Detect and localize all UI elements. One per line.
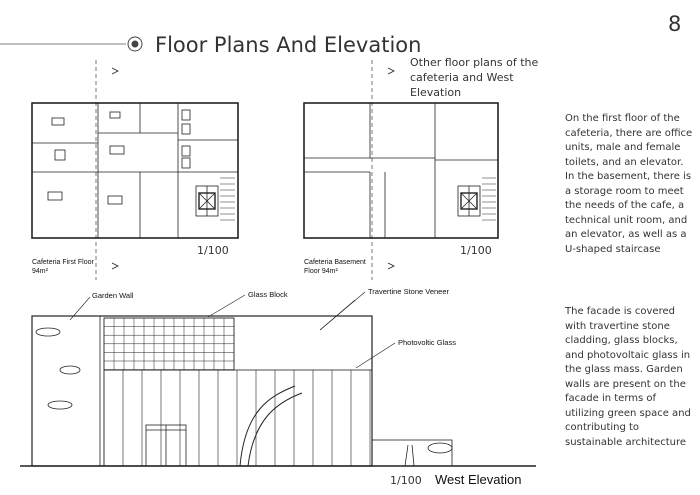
curtain-mullions	[104, 370, 370, 466]
basement-label: Cafeteria Basement Floor 94m²	[304, 259, 366, 275]
page-number: 8	[668, 12, 682, 36]
elevation-scale: 1/100	[390, 474, 422, 487]
first-floor-scale: 1/100	[197, 244, 229, 257]
description-floor-plans: On the first floor of the cafeteria, there are office units, male and female toilets, and an elevator. In the basement, there is a storage room to meet the needs of the cafe, a technical unit room, and an elevator, as well as a U-shaped staircase	[565, 113, 693, 255]
first-floor-label: Cafeteria First Floor 94m²	[32, 259, 94, 275]
west-elevation	[20, 292, 536, 466]
glass-block-grid	[104, 318, 234, 370]
basement-scale: 1/100	[460, 244, 492, 257]
subtitle: Other floor plans of the cafeteria and West Elevation	[410, 56, 539, 99]
title-bullet-inner	[132, 41, 139, 48]
callout-garden-wall: Garden Wall	[92, 291, 134, 300]
callout-photovoltaic: Photovoltic Glass	[398, 338, 456, 347]
description-facade: The facade is covered with travertine stone cladding, glass blocks, and photovoltaic glass in the glass mass. Garden walls are present on the facade in terms of utilizing green space and contributing to sustainable architecture	[565, 306, 691, 448]
page-title: Floor Plans And Elevation	[155, 33, 422, 57]
callout-glass-block: Glass Block	[248, 290, 288, 299]
callout-travertine: Travertine Stone Veneer	[368, 287, 450, 296]
elevation-label: West Elevation	[435, 472, 522, 487]
